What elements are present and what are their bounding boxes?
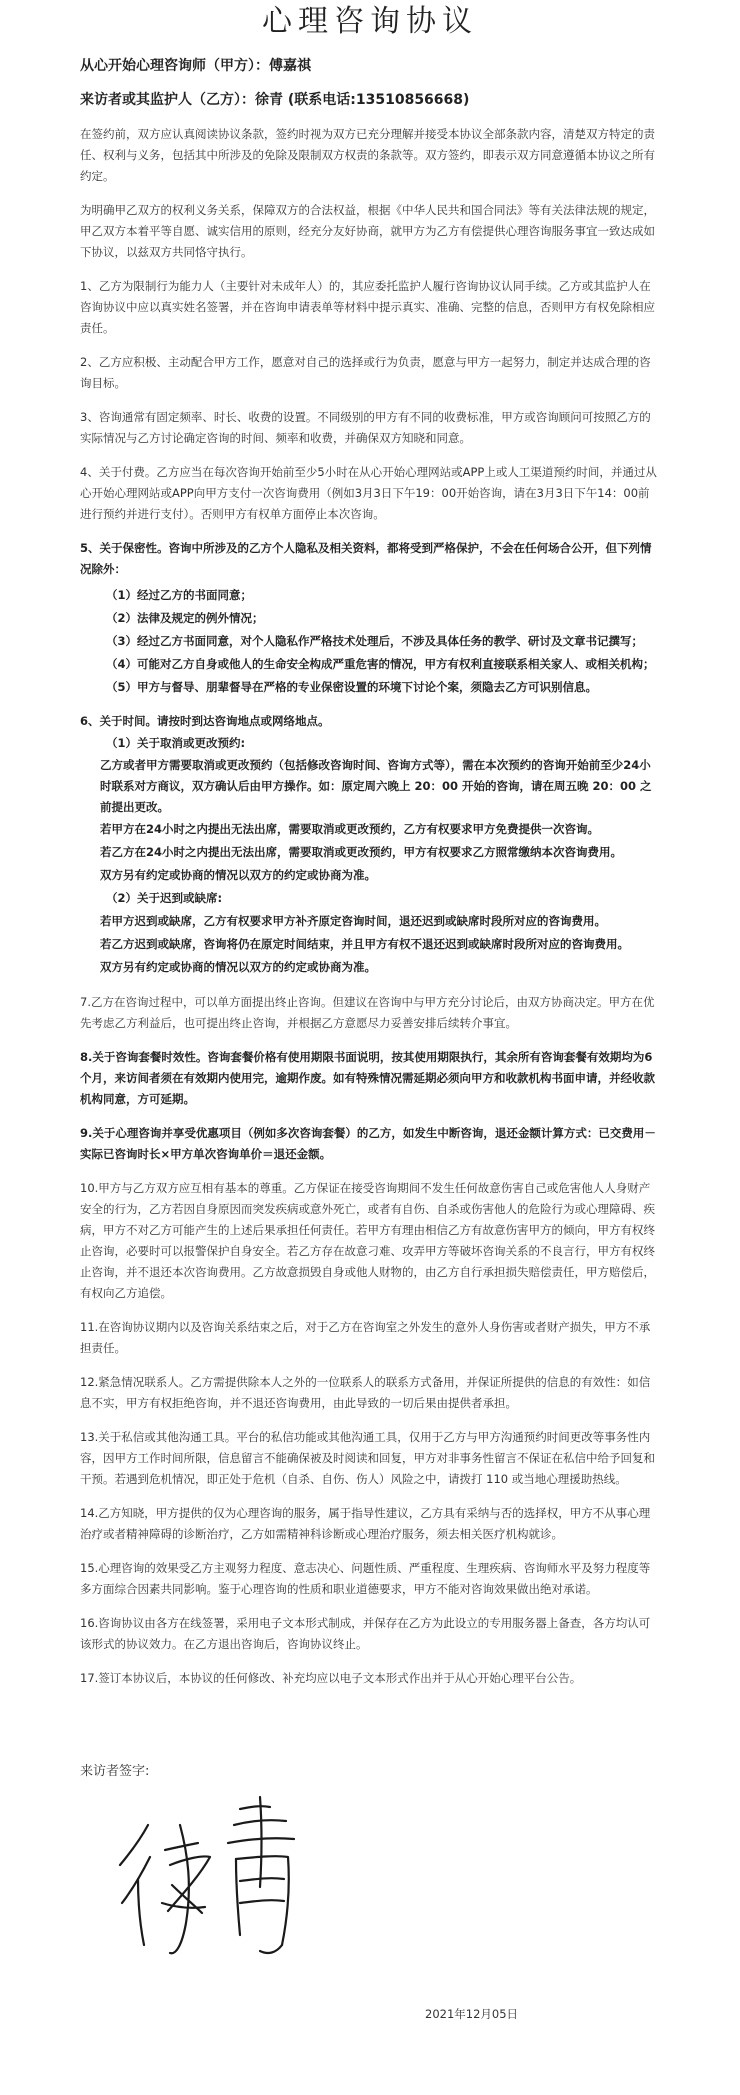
clause-13: 13.关于私信或其他沟通工具。平台的私信功能或其他沟通工具，仅用于乙方与甲方沟通预约时间更改等事务性内容，因甲方工作时间所限，信息留言不能确保被及时阅读和回复，甲方对非事务性留言不保证在私信中给予回复和干预。若遇到危机情况，即正处于危机（自杀、自伤、伤人）风险之中，请拨打 110 或当地心理援助热线。 xyxy=(80,1430,655,1486)
clause-11: 11.在咨询协议期内以及咨询关系结束之后，对于乙方在咨询室之外发生的意外人身伤害或者财产损失，甲方不承担责任。 xyxy=(80,1320,651,1355)
clause-4: 4、关于付费。乙方应当在每次咨询开始前至少5小时在从心开始心理网站或APP上或人工渠道预约时间，并通过从心开始心理网站或APP向甲方支付一次咨询费用（例如3月3日下午19：00开始咨询，请在3月3日下午14：00前进行预约并进行支付）。否则甲方有权单方面停止本次咨询。 xyxy=(80,465,657,521)
clause-8: 8.关于咨询套餐时效性。咨询套餐价格有使用期限书面说明，按其使用期限执行，其余所有咨询套餐有效期均为6个月，来访间者须在有效期内使用完，逾期作废。如有特殊情况需延期必须向甲方和收款机构书面申请，并经收款机构同意，方可延期。 xyxy=(80,1050,655,1106)
clause-6-paragraph: 若甲方迟到或缺席，乙方有权要求甲方补齐原定咨询时间，退还迟到或缺席时段所对应的咨询费用。 xyxy=(100,914,606,928)
visitor-signature-label: 来访者签字: xyxy=(80,1764,150,1779)
clause-6-paragraph: 双方另有约定或协商的情况以双方的约定或协商为准。 xyxy=(100,960,376,974)
clause-1: 1、乙方为限制行为能力人（主要针对未成年人）的，其应委托监护人履行咨询协议认同手续。乙方或其监护人在咨询协议中应以真实姓名签署，并在咨询申请表单等材料中提示真实、准确、完整的信息，否则甲方有权免除相应责任。 xyxy=(80,279,655,335)
clause-9: 9.关于心理咨询并享受优惠项目（例如多次咨询套餐）的乙方，如发生中断咨询，退还金额计算方式：已交费用－实际已咨询时长×甲方单次咨询单价＝退还金额。 xyxy=(80,1126,656,1161)
sign-date: 2021年12月05日 xyxy=(425,2007,519,2021)
clause-15: 15.心理咨询的效果受乙方主观努力程度、意志决心、问题性质、严重程度、生理疾病、咨询师水平及努力程度等多方面综合因素共同影响。鉴于心理咨询的性质和职业道德要求，甲方不能对咨询效果做出绝对承诺。 xyxy=(80,1561,651,1596)
clause-5-item: （3）经过乙方书面同意，对个人隐私作严格技术处理后，不涉及具体任务的教学、研讨及文章书记撰写； xyxy=(106,634,643,648)
clause-10: 10.甲方与乙方双方应互相有基本的尊重。乙方保证在接受咨询期间不发生任何故意伤害自己或危害他人人身财产安全的行为，乙方若因自身原因而突发疾病或意外死亡，或者有自伤、自杀或伤害他人的危险行为或心理障碍、疾病，甲方不对乙方可能产生的上述后果承担任何责任。若甲方有理由相信乙方有故意伤害甲方的倾向，甲方有权终止咨询，必要时可以报警保护自身安全。若乙方存在故意刁难、攻弄甲方等破坏咨询关系的不良言行，甲方有权终止咨询，并不退还本次咨询费用。乙方故意损毁自身或他人财物的，由乙方自行承担损失赔偿责任，甲方赔偿后，有权向乙方追偿。 xyxy=(80,1181,655,1300)
party-b: 来访者或其监护人（乙方）：徐青 (联系电话:13510856668) xyxy=(80,92,470,108)
clause-7: 7.乙方在咨询过程中，可以单方面提出终止咨询。但建议在咨询中与甲方充分讨论后，由双方协商决定。甲方在优先考虑乙方利益后，也可提出终止咨询，并根据乙方意愿尽力妥善安排后续转介事宜。 xyxy=(80,995,655,1030)
clause-5-item: （5）甲方与督导、朋辈督导在严格的专业保密设置的环境下讨论个案，须隐去乙方可识别信息。 xyxy=(106,680,597,694)
clause-17: 17.签订本协议后，本协议的任何修改、补充均应以电子文本形式作出并于从心开始心理平台公告。 xyxy=(80,1671,582,1685)
clause-3: 3、咨询通常有固定频率、时长、收费的设置。不同级别的甲方有不同的收费标准，甲方或咨询顾问可按照乙方的实际情况与乙方讨论确定咨询的时间、频率和收费，并确保双方知晓和同意。 xyxy=(80,410,651,445)
clause-16: 16.咨询协议由各方在线签署，采用电子文本形式制成，并保存在乙方为此设立的专用服务器上备查，各方均认可该形式的协议效力。在乙方退出咨询后，咨询协议终止。 xyxy=(80,1616,651,1651)
clause-6-paragraph: 乙方或者甲方需要取消或更改预约（包括修改咨询时间、咨询方式等），需在本次预约的咨询开始前至少24小时联系对方商议，双方确认后由甲方操作。如：原定周六晚上 20：00 开始的咨询，请在周五晚 20：00 之前提出更改。 xyxy=(100,758,652,814)
clause-6-paragraph: 若甲方在24小时之内提出无法出席，需要取消或更改预约，乙方有权要求甲方免费提供一次咨询。 xyxy=(100,822,599,836)
clause-6-subheading-1: （1）关于取消或更改预约: xyxy=(106,736,246,750)
clause-6-subheading-2: （2）关于迟到或缺席: xyxy=(106,891,223,905)
party-a: 从心开始心理咨询师（甲方）：傅嘉祺 xyxy=(80,58,311,74)
clause-5-item: （1）经过乙方的书面同意； xyxy=(106,588,253,602)
clause-12: 12.紧急情况联系人。乙方需提供除本人之外的一位联系人的联系方式备用，并保证所提供的信息的有效性：如信息不实，甲方有权拒绝咨询，并不退还咨询费用，由此导致的一切后果由提供者承担。 xyxy=(80,1375,651,1410)
clause-5-item: （2）法律及规定的例外情况； xyxy=(106,611,264,625)
page-title: 心理咨询协议 xyxy=(262,4,478,39)
clause-6-heading: 6、关于时间。请按时到达咨询地点或网络地点。 xyxy=(80,714,330,728)
clause-5-item: （4）可能对乙方自身或他人的生命安全构成严重危害的情况，甲方有权利直接联系相关家人、或相关机构； xyxy=(106,657,655,671)
intro-paragraph-2: 为明确甲乙双方的权利义务关系，保障双方的合法权益，根据《中华人民共和国合同法》等有关法律法规的规定，甲乙双方本着平等自愿、诚实信用的原则，经充分友好协商，就甲方为乙方有偿提供心理咨询服务事宜一致达成如下协议，以兹双方共同恪守执行。 xyxy=(80,203,655,259)
clause-14: 14.乙方知晓，甲方提供的仅为心理咨询的服务，属于指导性建议，乙方具有采纳与否的选择权，甲方不从事心理治疗或者精神障碍的诊断治疗，乙方如需精神科诊断或心理治疗服务，须去相关医疗机构就诊。 xyxy=(80,1506,651,1541)
handwritten-signature xyxy=(110,1795,340,1965)
clause-6-paragraph: 若乙方在24小时之内提出无法出席，需要取消或更改预约，甲方有权要求乙方照常缴纳本次咨询费用。 xyxy=(100,845,622,859)
clause-5-list xyxy=(80,584,660,699)
clause-6-paragraph: 双方另有约定或协商的情况以双方的约定或协商为准。 xyxy=(100,868,376,882)
intro-paragraph-1: 在签约前，双方应认真阅读协议条款，签约时视为双方已充分理解并接受本协议全部条款内容，清楚双方特定的责任、权利与义务，包括其中所涉及的免除及限制双方权责的条款等。双方签约，即表示双方同意遵循本协议之所有约定。 xyxy=(80,127,655,183)
clause-6-paragraph: 若乙方迟到或缺席，咨询将仍在原定时间结束，并且甲方有权不退还迟到或缺席时段所对应的咨询费用。 xyxy=(100,937,629,951)
clause-5-heading: 5、关于保密性。咨询中所涉及的乙方个人隐私及相关资料，都将受到严格保护，不会在任何场合公开，但下列情况除外： xyxy=(80,541,652,576)
clause-2: 2、乙方应积极、主动配合甲方工作，愿意对自己的选择或行为负责，愿意与甲方一起努力，制定并达成合理的咨询目标。 xyxy=(80,355,651,390)
